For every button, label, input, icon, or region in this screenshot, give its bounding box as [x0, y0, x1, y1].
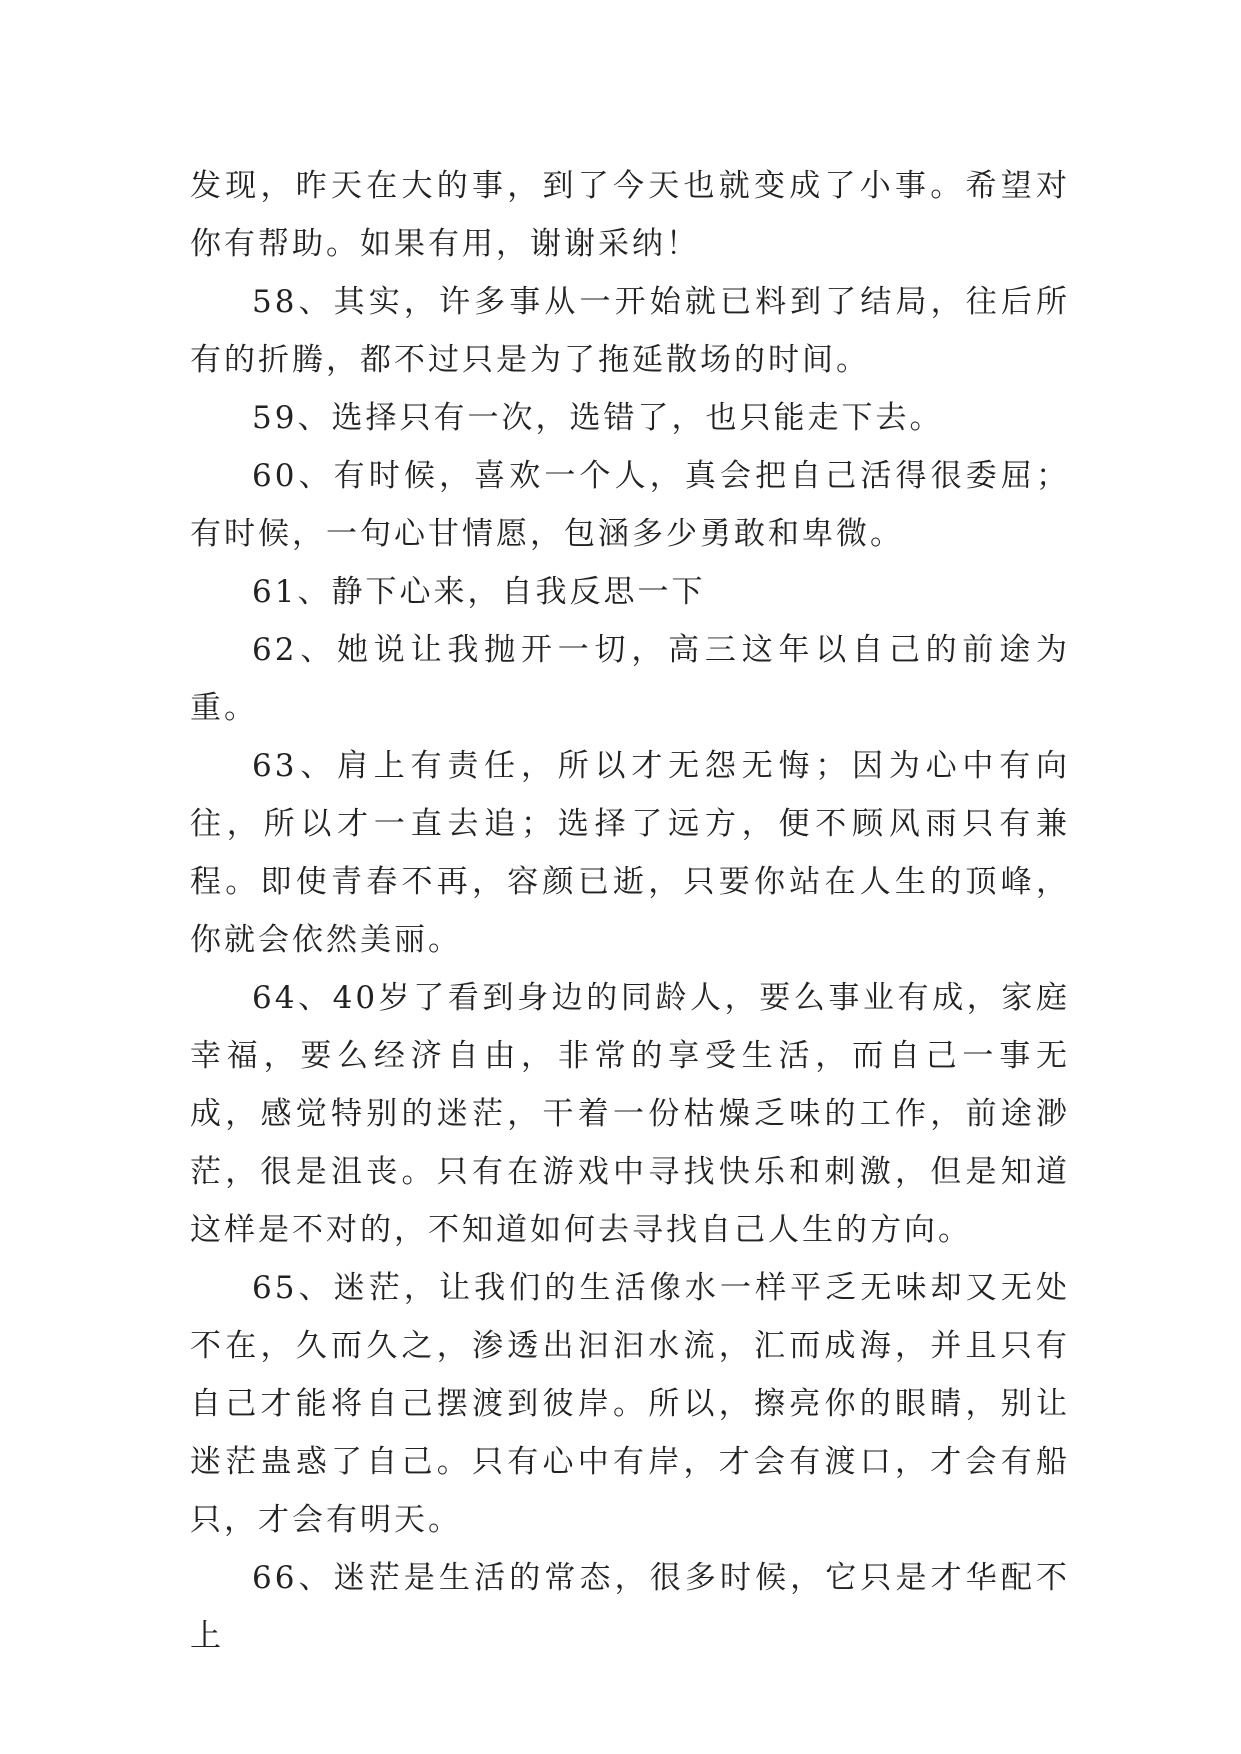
paragraph-63: 63、肩上有责任，所以才无怨无悔；因为心中有向往，所以才一直去追；选择了远方，便不顾风雨只有兼程。即使青春不再，容颜已逝，只要你站在人生的顶峰，你就会依然美丽。: [190, 748, 1070, 958]
paragraph-64: 64、40岁了看到身边的同龄人，要么事业有成，家庭幸福，要么经济自由，非常的享受生活，而自己一事无成，感觉特别的迷茫，干着一份枯燥乏味的工作，前途渺茫，很是沮丧。只有在游戏中寻找快乐和刺激，但是知道这样是不对的，不知道如何去寻找自己人生的方向。: [190, 980, 1070, 1248]
paragraph-61: 61、静下心来，自我反思一下: [252, 574, 706, 610]
document-body: [190, 157, 1070, 1665]
paragraph-62: 62、她说让我抛开一切，高三这年以自己的前途为重。: [190, 632, 1070, 726]
paragraph-60: 60、有时候，喜欢一个人，真会把自己活得很委屈；有时候，一句心甘情愿，包涵多少勇敢和卑微。: [190, 458, 1070, 552]
paragraph-65: 65、迷茫，让我们的生活像水一样平乏无味却又无处不在，久而久之，渗透出汩汩水流，汇而成海，并且只有自己才能将自己摆渡到彼岸。所以，擦亮你的眼睛，别让迷茫蛊惑了自己。只有心中有岸，才会有渡口，才会有船只，才会有明天。: [190, 1270, 1070, 1538]
paragraph-57-continuation: 发现，昨天在大的事，到了今天也就变成了小事。希望对你有帮助。如果有用，谢谢采纳！: [190, 168, 1070, 262]
paragraph-58: 58、其实，许多事从一开始就已料到了结局，往后所有的折腾，都不过只是为了拖延散场的时间。: [190, 284, 1070, 378]
paragraph-59: 59、选择只有一次，选错了，也只能走下去。: [252, 400, 944, 436]
paragraph-66: 66、迷茫是生活的常态，很多时候，它只是才华配不上: [190, 1560, 1070, 1654]
